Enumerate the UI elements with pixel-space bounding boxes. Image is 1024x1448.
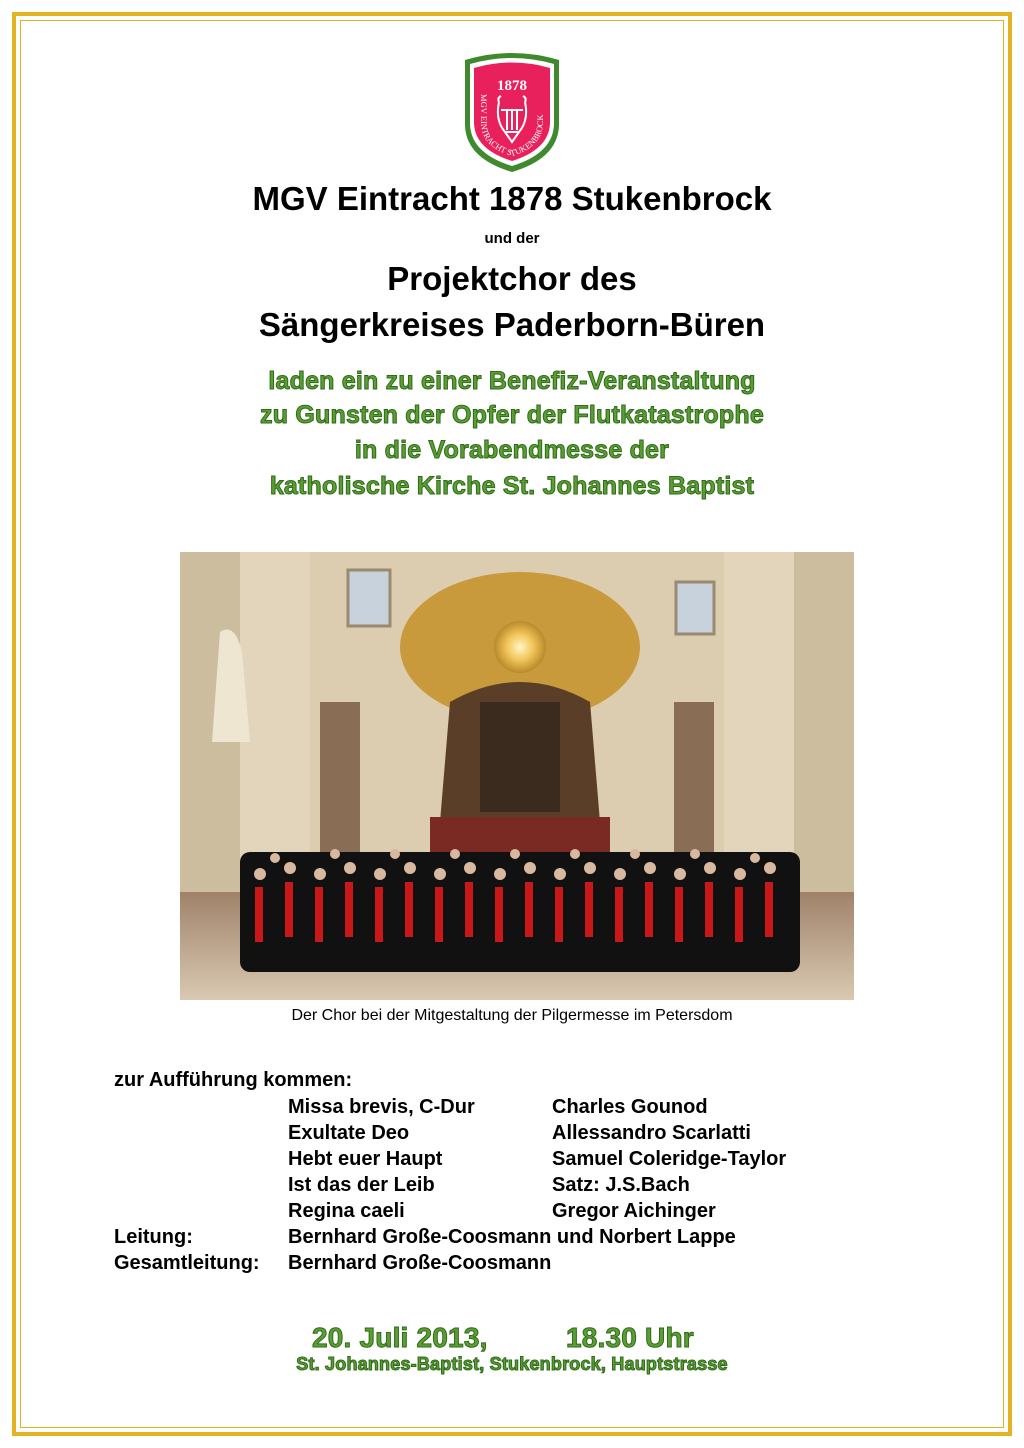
program-heading: zur Aufführung kommen: xyxy=(114,1069,353,1091)
choir-title-line-2: Sängerkreises Paderborn-Büren xyxy=(258,306,766,343)
invitation-line-4: katholische Kirche St. Johannes Baptist xyxy=(269,472,755,500)
program-work-3: Hebt euer Haupt xyxy=(288,1148,443,1170)
connector-text: und der xyxy=(484,230,540,247)
invitation-line-2: zu Gunsten der Opfer der Flutkatastrophe xyxy=(260,401,764,429)
choir-title-line-1: Projektchor des xyxy=(387,260,637,297)
program-composer-5: Gregor Aichinger xyxy=(552,1200,716,1222)
program-work-4: Ist das der Leib xyxy=(288,1174,435,1196)
program-composer-2: Allessandro Scarlatti xyxy=(552,1122,751,1144)
logo-ring-text: MGV EINTRACHT STUKENBROCK xyxy=(478,94,546,159)
program-composer-4: Satz: J.S.Bach xyxy=(552,1174,690,1196)
event-time: 18.30 Uhr xyxy=(566,1322,694,1353)
logo-year: 1878 xyxy=(497,78,527,94)
photo-caption: Der Chor bei der Mitgestaltung der Pilgermesse im Petersdom xyxy=(291,1007,733,1024)
club-logo xyxy=(461,50,563,174)
gesamtleitung-label: Gesamtleitung: xyxy=(114,1252,260,1274)
leitung-label: Leitung: xyxy=(114,1226,193,1248)
program-work-2: Exultate Deo xyxy=(288,1122,410,1144)
gesamtleitung-value: Bernhard Große-Coosmann xyxy=(288,1252,552,1274)
event-venue: St. Johannes-Baptist, Stukenbrock, Hauptstrasse xyxy=(296,1354,728,1374)
leitung-value: Bernhard Große-Coosmann und Norbert Lappe xyxy=(288,1226,736,1248)
program-composer-3: Samuel Coleridge-Taylor xyxy=(552,1148,787,1170)
invitation-line-1: laden ein zu einer Benefiz-Veranstaltung xyxy=(268,367,756,395)
event-date: 20. Juli 2013, xyxy=(312,1322,488,1353)
program-work-1: Missa brevis, C-Dur xyxy=(288,1096,475,1118)
program-composer-1: Charles Gounod xyxy=(552,1096,708,1118)
choir-photo xyxy=(180,552,854,1000)
invitation-line-3: in die Vorabendmesse der xyxy=(354,436,670,464)
program-work-5: Regina caeli xyxy=(288,1200,405,1222)
main-title: MGV Eintracht 1878 Stukenbrock xyxy=(252,180,772,217)
